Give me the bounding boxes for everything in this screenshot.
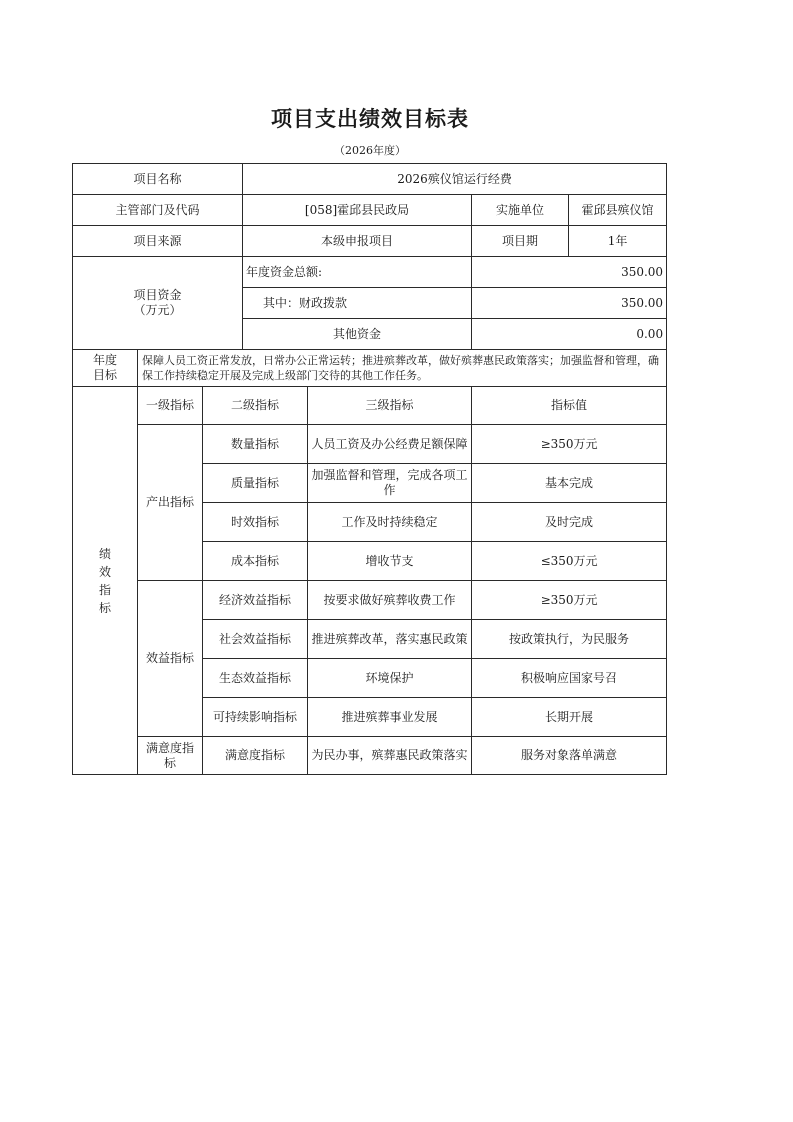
indicator-value: 长期开展	[472, 698, 667, 737]
performance-label-cell	[73, 387, 138, 775]
satisfaction-indicator-label: 满意度指标	[138, 737, 203, 775]
performance-target-table	[72, 163, 667, 775]
indicator-level-2: 社会效益指标	[203, 620, 308, 659]
row-indicator-header	[73, 387, 667, 425]
source-label: 项目来源	[73, 226, 243, 257]
row-project-name	[73, 164, 667, 195]
indicator-level-3: 人员工资及办公经费足额保障	[308, 425, 472, 464]
indicator-level-3: 推进殡葬改革，落实惠民政策	[308, 620, 472, 659]
indicator-level-3: 加强监督和管理，完成各项工作	[308, 464, 472, 503]
annual-goal-label-1: 年度	[92, 353, 117, 367]
page-title: 项目支出绩效目标表	[271, 106, 469, 131]
indicator-level-2: 经济效益指标	[203, 581, 308, 620]
other-funds-label: 其他资金	[243, 319, 472, 350]
indicator-level-3: 为民办事，殡葬惠民政策落实	[308, 737, 472, 775]
row-source	[73, 226, 667, 257]
indicator-row	[73, 737, 667, 775]
project-name-value: 2026殡仪馆运行经费	[243, 164, 667, 195]
project-name-label: 项目名称	[73, 164, 243, 195]
implementer-label: 实施单位	[472, 195, 569, 226]
fiscal-funds-label: 其中：财政拨款	[243, 288, 472, 319]
fiscal-year: （2026年度）	[334, 144, 406, 157]
implementer-value: 霍邱县殡仪馆	[569, 195, 667, 226]
department-label: 主管部门及代码	[73, 195, 243, 226]
funds-unit: （万元）	[133, 303, 182, 317]
indicator-value: 积极响应国家号召	[472, 659, 667, 698]
indicator-row	[73, 581, 667, 620]
other-funds-value: 0.00	[472, 319, 667, 350]
total-funds-label: 年度资金总额:	[243, 257, 472, 288]
header-value: 指标值	[472, 387, 667, 425]
indicator-level-2: 质量指标	[203, 464, 308, 503]
indicator-value: 按政策执行，为民服务	[472, 620, 667, 659]
indicator-value: ≥350万元	[472, 581, 667, 620]
indicator-level-2: 生态效益指标	[203, 659, 308, 698]
row-department	[73, 195, 667, 226]
period-value: 1年	[569, 226, 667, 257]
indicator-value: ≥350万元	[472, 425, 667, 464]
header-level-3: 三级指标	[308, 387, 472, 425]
period-label: 项目期	[472, 226, 569, 257]
indicator-level-2: 成本指标	[203, 542, 308, 581]
funds-label: 项目资金	[133, 288, 182, 302]
indicator-row	[73, 425, 667, 464]
benefit-indicator-label: 效益指标	[138, 581, 203, 737]
header-level-1: 一级指标	[138, 387, 203, 425]
indicator-level-3: 增收节支	[308, 542, 472, 581]
annual-goal-label-2: 目标	[92, 368, 117, 382]
indicator-level-2: 数量指标	[203, 425, 308, 464]
fiscal-funds-value: 350.00	[472, 288, 667, 319]
indicator-value: ≤350万元	[472, 542, 667, 581]
indicator-value: 服务对象落单满意	[472, 737, 667, 775]
indicator-value: 基本完成	[472, 464, 667, 503]
department-value: [058]霍邱县民政局	[243, 195, 472, 226]
row-funds-total	[73, 257, 667, 288]
indicator-level-3: 环境保护	[308, 659, 472, 698]
indicator-value: 及时完成	[472, 503, 667, 542]
total-funds-value: 350.00	[472, 257, 667, 288]
header-level-2: 二级指标	[203, 387, 308, 425]
performance-label: 绩效指标	[98, 546, 111, 615]
funds-label-cell	[73, 257, 243, 350]
indicator-level-2: 可持续影响指标	[203, 698, 308, 737]
indicator-level-2: 时效指标	[203, 503, 308, 542]
row-annual-goal	[73, 350, 667, 387]
output-indicator-label: 产出指标	[138, 425, 203, 581]
indicator-level-3: 工作及时持续稳定	[308, 503, 472, 542]
source-value: 本级申报项目	[243, 226, 472, 257]
indicator-level-2: 满意度指标	[203, 737, 308, 775]
annual-goal-label-cell	[73, 350, 138, 387]
indicator-level-3: 推进殡葬事业发展	[308, 698, 472, 737]
annual-goal-text: 保障人员工资正常发放，日常办公正常运转；推进殡葬改革，做好殡葬惠民政策落实；加强监督和管理，确保工作持续稳定开展及完成上级部门交待的其他工作任务。	[138, 350, 667, 387]
indicator-level-3: 按要求做好殡葬收费工作	[308, 581, 472, 620]
